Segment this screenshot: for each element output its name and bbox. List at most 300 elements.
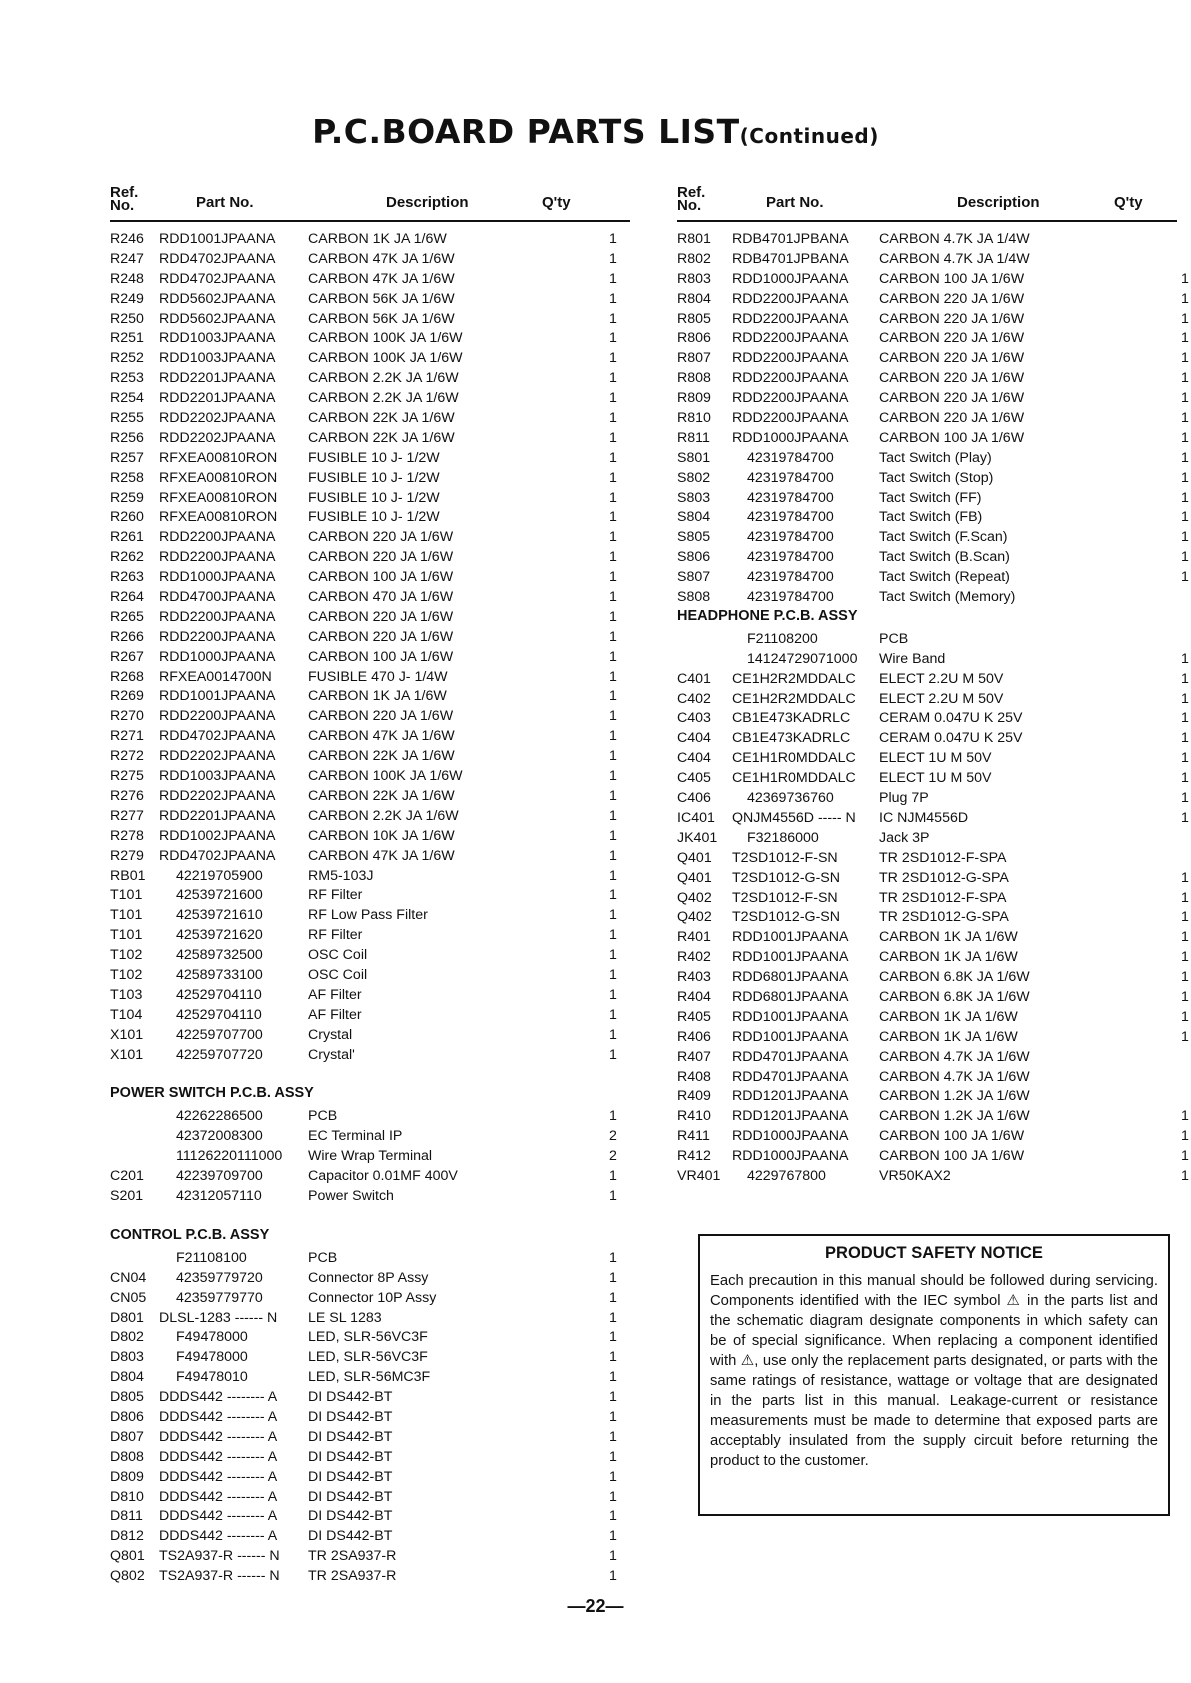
qty-cell: 1 (609, 1389, 617, 1406)
part-no-cell: 42539721620 (176, 927, 263, 944)
part-no-cell: RDD5602JPAANA (159, 290, 276, 307)
part-no-cell: RDD2201JPAANA (159, 807, 276, 824)
ref-cell: R258 (110, 469, 144, 486)
part-no-cell: CE1H2R2MDDALC (732, 690, 856, 707)
table-row (677, 729, 1189, 749)
description-cell: Tact Switch (Memory) (879, 589, 1016, 606)
part-no-cell: RDD4702JPAANA (159, 847, 276, 864)
ref-cell: S803 (677, 489, 711, 506)
table-row (677, 489, 1189, 509)
description-cell: CARBON 100K JA 1/6W (308, 350, 463, 367)
ref-cell: T102 (110, 947, 143, 964)
part-no-cell: RDD2200JPAANA (732, 370, 849, 387)
description-cell: PCB (308, 1249, 338, 1266)
table-row (110, 1046, 630, 1066)
qty-cell: 1 (609, 449, 617, 466)
table-row (110, 349, 630, 369)
table-row (677, 849, 1177, 869)
part-no-cell: 42319784700 (747, 529, 834, 546)
description-cell: Tact Switch (Play) (879, 449, 992, 466)
part-no-cell: RDD1003JPAANA (159, 330, 276, 347)
description-cell: Jack 3P (879, 829, 930, 846)
table-row (110, 867, 630, 887)
qty-cell: 1 (609, 688, 617, 705)
description-cell: Tact Switch (Stop) (879, 469, 994, 486)
part-no-cell: RFXEA00810RON (159, 469, 278, 486)
table-row (677, 829, 1177, 849)
part-no-cell: RDD2200JPAANA (159, 608, 276, 625)
ref-cell: R249 (110, 290, 144, 307)
ref-cell: R270 (110, 708, 144, 725)
qty-cell: 1 (1181, 969, 1189, 986)
qty-cell: 1 (609, 529, 617, 546)
qty-cell: 1 (609, 1508, 617, 1525)
table-row (110, 986, 630, 1006)
qty-cell: 1 (609, 1309, 617, 1326)
ref-cell: R408 (677, 1068, 711, 1085)
ref-cell: S801 (677, 449, 711, 466)
part-no-cell: RDD1001JPAANA (159, 688, 276, 705)
description-cell: CERAM 0.047U K 25V (879, 710, 1023, 727)
part-no-cell: 42319784700 (747, 449, 834, 466)
part-no-cell: 42589732500 (176, 947, 263, 964)
ref-cell: R261 (110, 529, 144, 546)
description-cell: Tact Switch (B.Scan) (879, 549, 1010, 566)
description-cell: Connector 10P Assy (308, 1289, 437, 1306)
qty-cell: 1 (609, 1528, 617, 1545)
description-cell: ELECT 1U M 50V (879, 750, 992, 767)
description-cell: FUSIBLE 470 J- 1/4W (308, 668, 448, 685)
table-row (110, 290, 630, 310)
qty-cell: 1 (1181, 469, 1189, 486)
part-no-cell: T2SD1012-F-SN (732, 849, 838, 866)
part-no-cell: F21108200 (747, 630, 818, 647)
part-no-cell: RDD4702JPAANA (159, 728, 276, 745)
description-cell: RF Filter (308, 927, 363, 944)
ref-cell: VR401 (677, 1167, 721, 1184)
table-row (110, 1107, 630, 1127)
qty-cell: 1 (609, 231, 617, 247)
qty-cell: 1 (609, 310, 617, 327)
table-row (110, 1507, 630, 1527)
product-safety-notice (698, 1234, 1170, 1516)
qty-cell: 1 (1181, 1008, 1189, 1025)
part-no-cell: F21108100 (176, 1249, 247, 1266)
table-row (110, 1448, 630, 1468)
qty-cell: 1 (1181, 529, 1189, 546)
part-no-cell: RDD1201JPAANA (732, 1108, 849, 1125)
description-cell: CARBON 220 JA 1/6W (308, 628, 454, 645)
table-header (110, 186, 630, 222)
table-row (110, 508, 630, 528)
qty-cell: 1 (609, 807, 617, 824)
ref-cell: R260 (110, 509, 144, 526)
part-no-cell: RDD6801JPAANA (732, 969, 849, 986)
qty-cell: 1 (609, 1026, 617, 1043)
table-row (110, 1348, 630, 1368)
part-no-cell: RDD1000JPAANA (159, 648, 276, 665)
table-row (677, 690, 1189, 710)
ref-cell: R405 (677, 1008, 711, 1025)
qty-cell: 1 (1181, 790, 1189, 807)
description-cell: CARBON 47K JA 1/6W (308, 728, 455, 745)
part-no-cell: RDD1000JPAANA (732, 1148, 849, 1165)
ref-cell: C404 (677, 750, 711, 767)
table-row (110, 1309, 630, 1329)
ref-cell: R809 (677, 390, 711, 407)
description-cell: TR 2SD1012-F-SPA (879, 849, 1007, 866)
part-no-cell: 42319784700 (747, 469, 834, 486)
description-cell: CARBON 1K JA 1/6W (308, 231, 447, 247)
table-row (677, 908, 1189, 928)
table-row (110, 1026, 630, 1046)
part-no-cell: RDD6801JPAANA (732, 988, 849, 1005)
table-row (110, 1006, 630, 1026)
qty-cell: 1 (1181, 509, 1189, 526)
description-cell: CARBON 1K JA 1/6W (879, 929, 1018, 946)
qty-cell: 1 (609, 569, 617, 586)
description-cell: CARBON 220 JA 1/6W (879, 310, 1025, 327)
part-no-cell: DDDS442 -------- A (159, 1468, 278, 1485)
ref-cell: R251 (110, 330, 144, 347)
table-body (677, 230, 1189, 1187)
description-cell: CARBON 220 JA 1/6W (308, 529, 454, 546)
qty-cell: 1 (609, 290, 617, 307)
table-row (110, 1428, 630, 1448)
part-no-cell: 42359779720 (176, 1269, 263, 1286)
ref-cell: C402 (677, 690, 711, 707)
qty-cell: 1 (1181, 949, 1189, 966)
part-no-cell: RDD2200JPAANA (732, 390, 849, 407)
table-row (110, 329, 630, 349)
qty-cell: 1 (609, 1369, 617, 1386)
part-no-cell: T2SD1012-F-SN (732, 889, 838, 906)
description-cell: CARBON 220 JA 1/6W (308, 608, 454, 625)
ref-cell: T102 (110, 966, 143, 983)
table-row (110, 1289, 630, 1309)
table-row (110, 429, 630, 449)
ref-cell: R807 (677, 350, 711, 367)
part-no-cell: RDD1002JPAANA (159, 827, 276, 844)
qty-cell: 1 (609, 589, 617, 606)
table-row (677, 1068, 1177, 1088)
table-row (677, 1167, 1189, 1187)
ref-cell: R266 (110, 628, 144, 645)
ref-cell: R263 (110, 569, 144, 586)
description-cell: CARBON 220 JA 1/6W (879, 330, 1025, 347)
qty-cell: 1 (609, 768, 617, 785)
ref-cell: R246 (110, 231, 144, 247)
ref-cell: X101 (110, 1046, 144, 1063)
qty-cell: 1 (609, 728, 617, 745)
description-cell: PCB (879, 630, 909, 647)
description-cell: CARBON 6.8K JA 1/6W (879, 969, 1030, 986)
qty-cell: 1 (1181, 569, 1189, 586)
part-no-cell: RFXEA00810RON (159, 489, 278, 506)
qty-cell: 2 (609, 1128, 617, 1145)
ref-cell: D803 (110, 1349, 144, 1366)
table-row (677, 789, 1189, 809)
description-cell: TR 2SA937-R (308, 1548, 397, 1565)
ref-cell: D801 (110, 1309, 144, 1326)
qty-cell: 1 (1181, 710, 1189, 727)
part-no-cell: RFXEA00810RON (159, 509, 278, 526)
table-row (110, 1368, 630, 1388)
part-no-cell: CB1E473KADRLC (732, 730, 851, 747)
qty-cell: 1 (1181, 889, 1189, 906)
qty-cell: 1 (1181, 909, 1189, 926)
part-no-cell: 42319784700 (747, 549, 834, 566)
section-heading: POWER SWITCH P.C.B. ASSY (110, 1085, 314, 1102)
ref-cell: X101 (110, 1026, 144, 1043)
table-row (110, 926, 630, 946)
table-row (677, 889, 1189, 909)
part-no-cell: F49478000 (176, 1349, 248, 1366)
description-cell: DI DS442-BT (308, 1408, 393, 1425)
table-row (677, 409, 1189, 429)
qty-cell: 1 (609, 390, 617, 407)
part-no-cell: RDD2200JPAANA (159, 549, 276, 566)
qty-cell: 1 (609, 1006, 617, 1023)
description-cell: CARBON 10K JA 1/6W (308, 827, 455, 844)
table-row (110, 250, 630, 270)
qty-cell: 1 (609, 370, 617, 387)
part-no-cell: 42589733100 (176, 966, 263, 983)
ref-cell: R407 (677, 1048, 711, 1065)
title-suffix: (Continued) (739, 124, 879, 148)
ref-cell: C403 (677, 710, 711, 727)
description-cell: TR 2SD1012-G-SPA (879, 909, 1009, 926)
part-no-cell: RDD1000JPAANA (159, 569, 276, 586)
ref-cell: S201 (110, 1187, 144, 1204)
description-cell: CARBON 47K JA 1/6W (308, 270, 455, 287)
table-row (677, 389, 1189, 409)
table-row (110, 747, 630, 767)
table-row (677, 369, 1189, 389)
part-no-cell: 42319784700 (747, 569, 834, 586)
ref-cell: R271 (110, 728, 144, 745)
table-row (110, 906, 630, 926)
ref-cell: Q401 (677, 849, 712, 866)
ref-cell: CN04 (110, 1269, 147, 1286)
qty-cell: 1 (609, 350, 617, 367)
description-cell: CARBON 2.2K JA 1/6W (308, 370, 459, 387)
table-row (677, 270, 1189, 290)
description-cell: CARBON 220 JA 1/6W (308, 708, 454, 725)
part-no-cell: RFXEA0014700N (159, 668, 272, 685)
description-cell: Tact Switch (F.Scan) (879, 529, 1008, 546)
part-no-cell: RDD1003JPAANA (159, 350, 276, 367)
qty-cell: 1 (609, 1408, 617, 1425)
ref-cell: D808 (110, 1448, 144, 1465)
ref-cell: R410 (677, 1108, 711, 1125)
table-row (110, 648, 630, 668)
ref-cell: R279 (110, 847, 144, 864)
ref-cell: R255 (110, 410, 144, 427)
description-cell: CARBON 4.7K JA 1/4W (879, 250, 1030, 267)
description-cell: ELECT 1U M 50V (879, 770, 992, 787)
parts-table-right (677, 184, 1189, 1187)
qty-cell: 1 (609, 608, 617, 625)
table-row (110, 1468, 630, 1488)
qty-cell: 1 (1181, 410, 1189, 427)
qty-cell: 1 (609, 1046, 617, 1063)
qty-cell: 1 (1181, 690, 1189, 707)
qty-cell: 1 (609, 708, 617, 725)
table-row (677, 928, 1189, 948)
part-no-cell: DDDS442 -------- A (159, 1428, 278, 1445)
qty-cell: 1 (609, 509, 617, 526)
part-no-cell: 42312057110 (176, 1187, 262, 1204)
ref-cell: IC401 (677, 809, 715, 826)
table-row (110, 1488, 630, 1508)
part-no-cell: RDB4701JPBANA (732, 250, 849, 267)
qty-cell: 1 (609, 867, 617, 884)
description-cell: CARBON 2.2K JA 1/6W (308, 807, 459, 824)
ref-cell: CN05 (110, 1289, 147, 1306)
ref-cell: R247 (110, 250, 144, 267)
part-no-cell: RDD1001JPAANA (732, 1028, 849, 1045)
table-row (677, 968, 1189, 988)
description-cell: CARBON 6.8K JA 1/6W (879, 988, 1030, 1005)
description-cell: CARBON 1K JA 1/6W (308, 688, 447, 705)
part-no-cell: DDDS442 -------- A (159, 1389, 278, 1406)
description-cell: CARBON 100 JA 1/6W (879, 1128, 1025, 1145)
qty-cell: 1 (1181, 988, 1189, 1005)
qty-cell: 2 (609, 1148, 617, 1165)
description-cell: DI DS442-BT (308, 1389, 393, 1406)
description-cell: CARBON 22K JA 1/6W (308, 748, 455, 765)
description-cell: FUSIBLE 10 J- 1/2W (308, 509, 440, 526)
description-cell: CARBON 1.2K JA 1/6W (879, 1108, 1030, 1125)
table-row (677, 548, 1189, 568)
ref-cell: R276 (110, 787, 144, 804)
ref-cell: R808 (677, 370, 711, 387)
table-row (110, 707, 630, 727)
qty-cell: 1 (609, 628, 617, 645)
qty-cell: 1 (609, 1548, 617, 1565)
table-row (677, 988, 1189, 1008)
description-cell: ELECT 2.2U M 50V (879, 690, 1004, 707)
table-row (110, 966, 630, 986)
description-cell: CARBON 100 JA 1/6W (308, 569, 454, 586)
description-cell: LED, SLR-56VC3F (308, 1329, 428, 1346)
qty-cell: 1 (609, 1249, 617, 1266)
part-no-cell: DDDS442 -------- A (159, 1528, 278, 1545)
ref-cell: R250 (110, 310, 144, 327)
qty-cell: 1 (1181, 330, 1189, 347)
table-row (110, 827, 630, 847)
part-no-cell: RDD2200JPAANA (159, 529, 276, 546)
qty-cell: 1 (609, 250, 617, 267)
part-no-cell: 42369736760 (747, 790, 834, 807)
ref-cell: Q802 (110, 1568, 145, 1585)
qty-cell: 1 (1181, 1128, 1189, 1145)
description-cell: DI DS442-BT (308, 1468, 393, 1485)
qty-cell: 1 (609, 330, 617, 347)
qty-cell: 1 (1181, 750, 1189, 767)
section-heading: CONTROL P.C.B. ASSY (110, 1226, 270, 1243)
table-row (677, 1028, 1189, 1048)
description-cell: VR50KAX2 (879, 1167, 951, 1184)
header-qty: Q'ty (542, 194, 571, 211)
table-row (110, 1388, 630, 1408)
description-cell: Tact Switch (Repeat) (879, 569, 1010, 586)
description-cell: DI DS442-BT (308, 1448, 393, 1465)
ref-cell: D804 (110, 1369, 144, 1386)
table-row (110, 588, 630, 608)
table-row (677, 290, 1189, 310)
qty-cell: 1 (609, 1428, 617, 1445)
qty-cell: 1 (609, 1108, 617, 1125)
table-header (677, 186, 1177, 222)
description-cell: CERAM 0.047U K 25V (879, 730, 1023, 747)
description-cell: RF Filter (308, 887, 363, 904)
ref-cell: D809 (110, 1468, 144, 1485)
ref-cell: R810 (677, 410, 711, 427)
description-cell: OSC Coil (308, 966, 368, 983)
table-row (677, 250, 1177, 270)
table-row (110, 489, 630, 509)
qty-cell: 1 (609, 1349, 617, 1366)
table-row (677, 429, 1189, 449)
description-cell: Crystal' (308, 1046, 355, 1063)
description-cell: CARBON 100K JA 1/6W (308, 768, 463, 785)
description-cell: CARBON 220 JA 1/6W (879, 370, 1025, 387)
ref-cell: R275 (110, 768, 144, 785)
ref-cell: R803 (677, 270, 711, 287)
part-no-cell: RDD2200JPAANA (732, 330, 849, 347)
table-row (110, 568, 630, 588)
table-row (110, 1328, 630, 1348)
ref-cell: R259 (110, 489, 144, 506)
table-row (677, 749, 1189, 769)
description-cell: AF Filter (308, 1006, 362, 1023)
part-no-cell: RDD2200JPAANA (732, 290, 849, 307)
description-cell: Wire Band (879, 650, 946, 667)
part-no-cell: 42372008300 (176, 1128, 263, 1145)
qty-cell: 1 (609, 787, 617, 804)
part-no-cell: 42529704110 (176, 1006, 262, 1023)
qty-cell: 1 (609, 827, 617, 844)
part-no-cell: 11126220111000 (176, 1148, 283, 1165)
qty-cell: 1 (609, 1289, 617, 1306)
part-no-cell: RDD4702JPAANA (159, 250, 276, 267)
qty-cell: 1 (609, 410, 617, 427)
table-row (110, 1567, 630, 1587)
description-cell: AF Filter (308, 986, 362, 1003)
qty-cell: 1 (1181, 809, 1189, 826)
qty-cell: 1 (1181, 670, 1189, 687)
qty-cell: 1 (1181, 1108, 1189, 1125)
header-ref: Ref. No. (677, 184, 706, 214)
ref-cell: R412 (677, 1148, 711, 1165)
notice-title: PRODUCT SAFETY NOTICE (825, 1244, 1043, 1262)
description-cell: Tact Switch (FF) (879, 489, 982, 506)
table-row (110, 1167, 630, 1187)
ref-cell: R406 (677, 1028, 711, 1045)
ref-cell: S805 (677, 529, 711, 546)
description-cell: TR 2SA937-R (308, 1568, 397, 1585)
ref-cell: T101 (110, 887, 143, 904)
header-part: Part No. (196, 194, 254, 211)
section-gap (110, 1065, 630, 1085)
qty-cell: 1 (609, 847, 617, 864)
description-cell: OSC Coil (308, 947, 368, 964)
part-no-cell: 42259707700 (176, 1026, 263, 1043)
table-row (110, 389, 630, 409)
table-row (677, 568, 1189, 588)
